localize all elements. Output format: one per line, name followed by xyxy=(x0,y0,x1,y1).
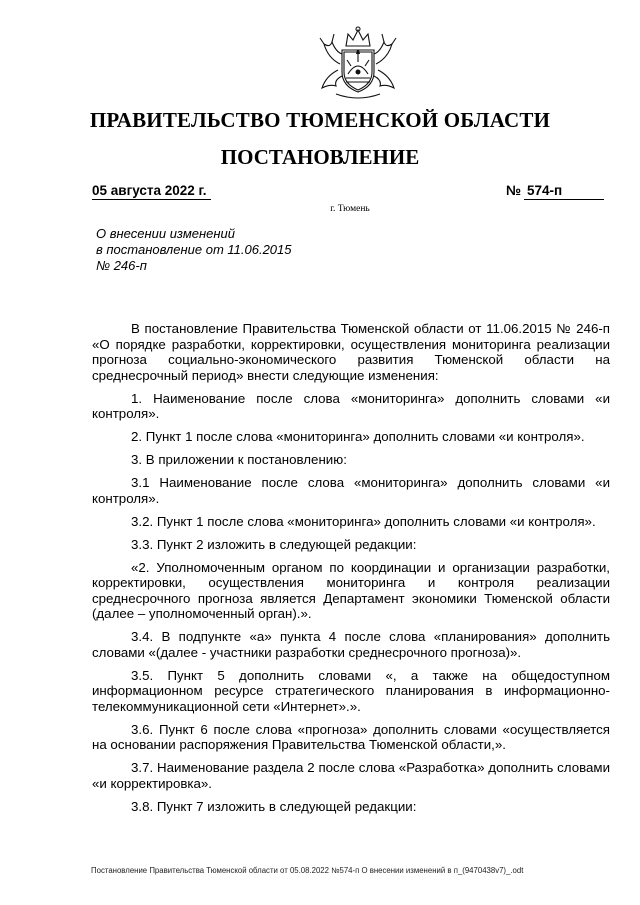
paragraph: В постановление Правительства Тюменской области от 11.06.2015 № 246-п «О порядке разработки, корректировки, осуществления мониторинга реализации прогноза социально-экономического развития Тюменской области на среднесрочный период» внести следующие изменения: xyxy=(92,321,610,383)
number-label: № xyxy=(506,183,522,198)
subject-line: О внесении изменений xyxy=(96,226,235,241)
subject-line: № 246-п xyxy=(96,258,147,273)
paragraph: 3.2. Пункт 1 после слова «мониторинга» дополнить словами «и контроля». xyxy=(131,513,596,529)
document-number: 574-п xyxy=(524,182,604,200)
document-date: 05 августа 2022 г. xyxy=(92,182,211,200)
document-body xyxy=(92,321,610,822)
city: г. Тюмень xyxy=(330,204,370,214)
tyumen-coat-of-arms-icon xyxy=(316,24,400,104)
paragraph: 3.4. В подпункте «а» пункта 4 после слова «планирования» дополнить словами «(далее - участники разработки среднесрочного прогноза)». xyxy=(92,629,610,660)
paragraph: 3.5. Пункт 5 дополнить словами «, а также на общедоступном информационном ресурсе стратегического планирования в информационно-телекоммуникационной сети «Интернет».». xyxy=(92,667,610,714)
paragraph: 1. Наименование после слова «мониторинга» дополнить словами «и контроля». xyxy=(92,390,610,421)
paragraph: 3.7. Наименование раздела 2 после слова «Разработка» дополнить словами «и корректировка». xyxy=(92,760,610,791)
paragraph: 3. В приложении к постановлению: xyxy=(131,452,347,467)
document-type: ПОСТАНОВЛЕНИЕ xyxy=(220,145,420,169)
paragraph: 3.3. Пункт 2 изложить в следующей редакции: xyxy=(131,536,417,552)
paragraph: 3.8. Пункт 7 изложить в следующей редакции: xyxy=(131,798,417,814)
document-subject xyxy=(96,226,356,274)
paragraph: 3.1 Наименование после слова «мониторинга» дополнить словами «и контроля». xyxy=(92,475,610,506)
organization-title: ПРАВИТЕЛЬСТВО ТЮМЕНСКОЙ ОБЛАСТИ xyxy=(89,108,551,132)
paragraph: 2. Пункт 1 после слова «мониторинга» дополнить словами «и контроля». xyxy=(131,429,585,444)
paragraph: «2. Уполномоченным органом по координации и организации разработки, корректировки, осуществления мониторинга и контроля реализации среднесрочного прогноза является Департамент экономики Тюменской области (далее – уполномоченный орган).». xyxy=(92,559,610,621)
paragraph: 3.6. Пункт 6 после слова «прогноза» дополнить словами «осуществляется на основании распоряжения Правительства Тюменской области,». xyxy=(92,721,610,752)
page-footer: Постановление Правительства Тюменской области от 05.08.2022 №574-п О внесении изменений в п_(9470438v7)_.odt xyxy=(91,866,524,875)
subject-line: в постановление от 11.06.2015 xyxy=(96,242,292,257)
